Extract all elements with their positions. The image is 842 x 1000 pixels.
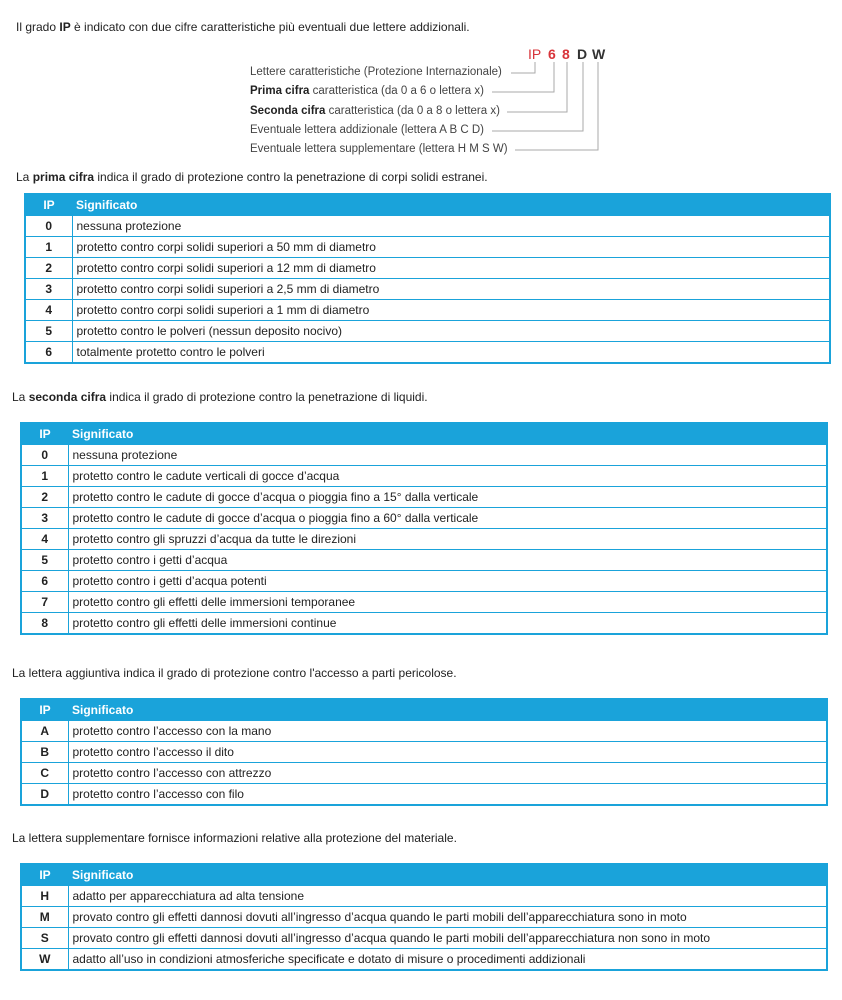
cell-significato: adatto per apparecchiatura ad alta tensione	[68, 886, 827, 907]
cell-significato: protetto contro l’accesso con filo	[68, 784, 827, 806]
header-ip: IP	[21, 699, 68, 721]
table-first-digit	[24, 193, 831, 364]
cell-ip-code: S	[21, 928, 68, 949]
cell-significato: protetto contro corpi solidi superiori a 2,5 mm di diametro	[72, 279, 830, 300]
cell-significato: nessuna protezione	[72, 216, 830, 237]
cell-ip-code: 8	[21, 613, 68, 635]
cell-significato: protetto contro l’accesso con attrezzo	[68, 763, 827, 784]
cell-significato: protetto contro corpi solidi superiori a 1 mm di diametro	[72, 300, 830, 321]
header-ip: IP	[21, 864, 68, 886]
cell-significato: adatto all’uso in condizioni atmosferiche specificate e dotato di misure o procedimenti addizionali	[68, 949, 827, 971]
cell-ip-code: D	[21, 784, 68, 806]
cell-ip-code: 5	[21, 550, 68, 571]
header-ip: IP	[25, 194, 72, 216]
cell-significato: protetto contro corpi solidi superiori a 50 mm di diametro	[72, 237, 830, 258]
ip-code	[528, 46, 541, 62]
cell-significato: nessuna protezione	[68, 445, 827, 466]
cell-significato: protetto contro gli spruzzi d’acqua da tutte le direzioni	[68, 529, 827, 550]
cell-ip-code: 1	[21, 466, 68, 487]
table-row	[21, 949, 827, 971]
cell-significato: protetto contro le polveri (nessun deposito nocivo)	[72, 321, 830, 342]
cell-ip-code: 3	[25, 279, 72, 300]
table-row	[21, 928, 827, 949]
table-row	[21, 508, 827, 529]
diagram-connector-lines	[0, 0, 842, 160]
table-row	[21, 466, 827, 487]
table-row	[21, 784, 827, 806]
table-row	[25, 342, 830, 364]
cell-significato: protetto contro l’accesso il dito	[68, 742, 827, 763]
table-supplementary-letter	[20, 863, 828, 971]
diagram-label-2: Prima cifra caratteristica (da 0 a 6 o lettera x)	[250, 85, 484, 97]
section-2-intro: La seconda cifra indica il grado di protezione contro la penetrazione di liquidi.	[12, 390, 428, 404]
table-row	[21, 763, 827, 784]
cell-significato: provato contro gli effetti dannosi dovuti all’ingresso d’acqua quando le parti mobili dell’apparecchiatura non sono in moto	[68, 928, 827, 949]
intro-bold: IP	[59, 20, 71, 34]
cell-significato: protetto contro gli effetti delle immersioni temporanee	[68, 592, 827, 613]
connector-line-l2	[515, 62, 598, 150]
table-row	[21, 721, 827, 742]
cell-ip-code: 6	[21, 571, 68, 592]
header-ip: IP	[21, 423, 68, 445]
section-3-intro: La lettera aggiuntiva indica il grado di protezione contro l'accesso a parti pericolose.	[12, 666, 457, 680]
cell-ip-code: 5	[25, 321, 72, 342]
cell-significato: protetto contro le cadute di gocce d’acqua o pioggia fino a 15° dalla verticale	[68, 487, 827, 508]
code-letter-2	[592, 46, 605, 62]
table-row	[21, 886, 827, 907]
connector-line-l1	[492, 62, 583, 131]
code-d2: 8	[562, 46, 570, 62]
table-row	[21, 529, 827, 550]
section-1-intro: La prima cifra indica il grado di protezione contro la penetrazione di corpi solidi estranei.	[16, 170, 488, 184]
cell-ip-code: A	[21, 721, 68, 742]
table-row	[21, 571, 827, 592]
cell-significato: protetto contro le cadute di gocce d’acqua o pioggia fino a 60° dalla verticale	[68, 508, 827, 529]
cell-ip-code: 2	[25, 258, 72, 279]
header-significato: Significato	[68, 699, 827, 721]
table-row	[21, 613, 827, 635]
code-l1: D	[577, 46, 588, 62]
table-header-row	[25, 194, 830, 216]
cell-ip-code: 0	[21, 445, 68, 466]
diagram-label-5: Eventuale lettera supplementare (lettera H M S W)	[250, 143, 508, 155]
table-header-row	[21, 699, 827, 721]
code-digit-2	[562, 46, 570, 62]
table-row	[21, 445, 827, 466]
table-row	[25, 279, 830, 300]
cell-significato: protetto contro i getti d’acqua potenti	[68, 571, 827, 592]
cell-ip-code: W	[21, 949, 68, 971]
cell-ip-code: 0	[25, 216, 72, 237]
cell-ip-code: 4	[21, 529, 68, 550]
cell-ip-code: 7	[21, 592, 68, 613]
code-digit-1	[548, 46, 556, 62]
table-row	[21, 592, 827, 613]
code-d1: 6	[548, 46, 556, 62]
diagram-label-1: Lettere caratteristiche (Protezione Internazionale)	[250, 66, 502, 78]
table-second-digit	[20, 422, 828, 635]
table-row	[25, 300, 830, 321]
table-row	[21, 487, 827, 508]
cell-ip-code: H	[21, 886, 68, 907]
table-row	[25, 321, 830, 342]
table-row	[25, 258, 830, 279]
cell-ip-code: 6	[25, 342, 72, 364]
cell-ip-code: 2	[21, 487, 68, 508]
table-row	[21, 907, 827, 928]
cell-ip-code: B	[21, 742, 68, 763]
cell-ip-code: C	[21, 763, 68, 784]
table-header-row	[21, 864, 827, 886]
code-l2: W	[592, 46, 606, 62]
cell-significato: provato contro gli effetti dannosi dovuti all’ingresso d’acqua quando le parti mobili dell’apparecchiatura sono in moto	[68, 907, 827, 928]
table-row	[21, 550, 827, 571]
header-significato: Significato	[68, 423, 827, 445]
diagram-label-3: Seconda cifra caratteristica (da 0 a 8 o lettera x)	[250, 105, 500, 117]
table-header-row	[21, 423, 827, 445]
cell-significato: protetto contro gli effetti delle immersioni continue	[68, 613, 827, 635]
header-significato: Significato	[72, 194, 830, 216]
connector-line-d2	[507, 62, 567, 112]
table-row	[25, 237, 830, 258]
cell-ip-code: 3	[21, 508, 68, 529]
code-letter-1	[577, 46, 587, 62]
ip-code-diagram	[0, 0, 842, 160]
table-additional-letter	[20, 698, 828, 806]
cell-significato: totalmente protetto contro le polveri	[72, 342, 830, 364]
intro-text: Il grado	[16, 20, 60, 34]
cell-significato: protetto contro corpi solidi superiori a 12 mm di diametro	[72, 258, 830, 279]
connector-line-ip	[511, 62, 535, 73]
intro-text-rest: è indicato con due cifre caratteristiche più eventuali due lettere addizionali.	[70, 20, 470, 34]
cell-ip-code: 1	[25, 237, 72, 258]
cell-ip-code: M	[21, 907, 68, 928]
cell-significato: protetto contro i getti d’acqua	[68, 550, 827, 571]
table-row	[21, 742, 827, 763]
code-ip: IP	[528, 46, 542, 62]
section-4-intro: La lettera supplementare fornisce informazioni relative alla protezione del materiale.	[12, 831, 457, 845]
cell-significato: protetto contro l’accesso con la mano	[68, 721, 827, 742]
table-row	[25, 216, 830, 237]
header-significato: Significato	[68, 864, 827, 886]
cell-ip-code: 4	[25, 300, 72, 321]
cell-significato: protetto contro le cadute verticali di gocce d’acqua	[68, 466, 827, 487]
diagram-label-4: Eventuale lettera addizionale (lettera A B C D)	[250, 124, 484, 136]
